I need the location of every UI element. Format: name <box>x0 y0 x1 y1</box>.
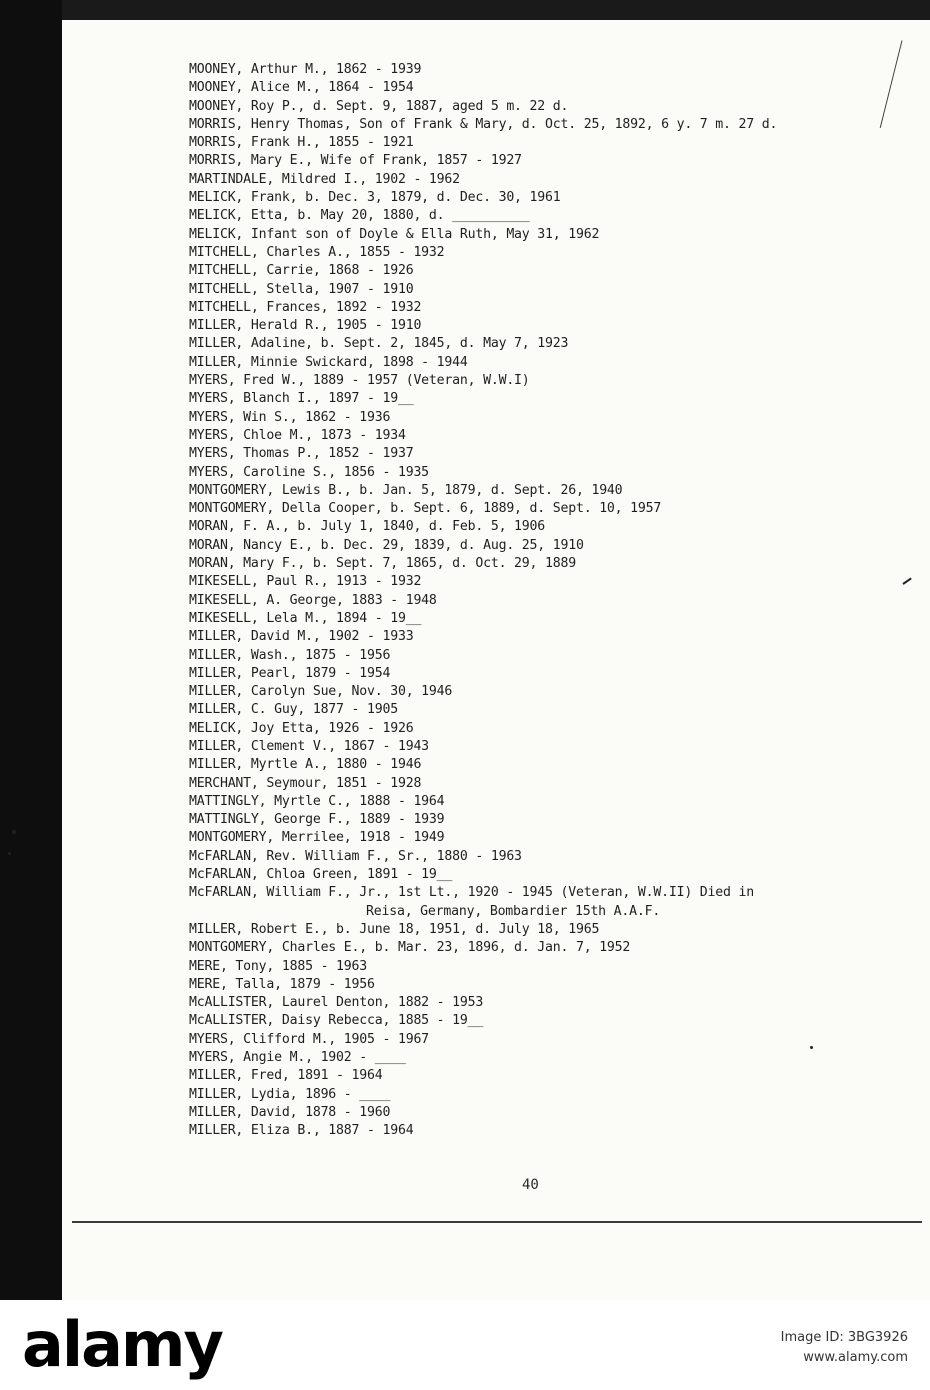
record-entry: MIKESELL, A. George, 1883 - 1948 <box>189 592 437 608</box>
burial-record-list <box>189 61 889 1141</box>
record-entry: MIKESELL, Paul R., 1913 - 1932 <box>189 574 422 590</box>
ink-speck <box>12 830 16 834</box>
record-entry: MITCHELL, Stella, 1907 - 1910 <box>189 281 414 297</box>
bottom-rule-line <box>72 1221 922 1223</box>
record-entry: MERE, Talla, 1879 - 1956 <box>189 976 375 992</box>
record-entry: MYERS, Fred W., 1889 - 1957 (Veteran, W.W.I) <box>189 373 530 389</box>
record-entry: MONTGOMERY, Charles E., b. Mar. 23, 1896, d. Jan. 7, 1952 <box>189 940 631 956</box>
record-entry: MOONEY, Alice M., 1864 - 1954 <box>189 80 414 96</box>
record-entry: MIKESELL, Lela M., 1894 - 19__ <box>189 610 422 626</box>
record-entry: MORAN, Nancy E., b. Dec. 29, 1839, d. Aug. 25, 1910 <box>189 537 584 553</box>
record-entry: MILLER, Wash., 1875 - 1956 <box>189 647 391 663</box>
watermark-image-id: Image ID: 3BG3926 <box>780 1330 908 1345</box>
record-entry: MYERS, Angie M., 1902 - ____ <box>189 1050 406 1066</box>
record-entry: MELICK, Frank, b. Dec. 3, 1879, d. Dec. 30, 1961 <box>189 190 561 206</box>
record-entry: MATTINGLY, George F., 1889 - 1939 <box>189 812 445 828</box>
record-entry: MONTGOMERY, Della Cooper, b. Sept. 6, 1889, d. Sept. 10, 1957 <box>189 501 662 517</box>
record-entry: MILLER, Robert E., b. June 18, 1951, d. July 18, 1965 <box>189 921 600 937</box>
record-entry: MITCHELL, Charles A., 1855 - 1932 <box>189 244 445 260</box>
record-entry: MILLER, Clement V., 1867 - 1943 <box>189 738 429 754</box>
record-entry: MITCHELL, Frances, 1892 - 1932 <box>189 299 422 315</box>
record-entry: MILLER, C. Guy, 1877 - 1905 <box>189 702 398 718</box>
record-entry: MELICK, Infant son of Doyle & Ella Ruth, May 31, 1962 <box>189 226 600 242</box>
record-entry: MILLER, Myrtle A., 1880 - 1946 <box>189 757 422 773</box>
record-entry: MYERS, Caroline S., 1856 - 1935 <box>189 464 429 480</box>
record-entry: MONTGOMERY, Lewis B., b. Jan. 5, 1879, d. Sept. 26, 1940 <box>189 482 623 498</box>
record-entry: MILLER, Lydia, 1896 - ____ <box>189 1086 391 1102</box>
watermark-url: www.alamy.com <box>803 1350 908 1365</box>
record-entry: McFARLAN, Rev. William F., Sr., 1880 - 1963 <box>189 848 522 864</box>
record-entry: MELICK, Etta, b. May 20, 1880, d. __________ <box>189 208 530 224</box>
record-entry: MILLER, Adaline, b. Sept. 2, 1845, d. May 7, 1923 <box>189 336 569 352</box>
record-entry: MILLER, Carolyn Sue, Nov. 30, 1946 <box>189 684 453 700</box>
record-entry: MOONEY, Arthur M., 1862 - 1939 <box>189 62 422 77</box>
record-entry: McALLISTER, Laurel Denton, 1882 - 1953 <box>189 995 484 1011</box>
record-entry: MYERS, Blanch I., 1897 - 19__ <box>189 391 414 407</box>
record-entry: MELICK, Joy Etta, 1926 - 1926 <box>189 720 414 736</box>
record-entry: McALLISTER, Daisy Rebecca, 1885 - 19__ <box>189 1013 484 1029</box>
record-entry: McFARLAN, Chloa Green, 1891 - 19__ <box>189 867 453 883</box>
record-entry: MORRIS, Frank H., 1855 - 1921 <box>189 135 414 151</box>
record-entry: McFARLAN, William F., Jr., 1st Lt., 1920 - 1945 (Veteran, W.W.II) Died in <box>189 885 754 901</box>
record-entry: MORRIS, Henry Thomas, Son of Frank & Mary, d. Oct. 25, 1892, 6 y. 7 m. 27 d. <box>189 116 778 132</box>
record-entry: MILLER, Eliza B., 1887 - 1964 <box>189 1123 414 1139</box>
record-entry: MILLER, David M., 1902 - 1933 <box>189 629 414 645</box>
ink-speck <box>8 852 11 855</box>
record-entry: MOONEY, Roy P., d. Sept. 9, 1887, aged 5 m. 22 d. <box>189 98 569 114</box>
record-entry: MILLER, Fred, 1891 - 1964 <box>189 1068 383 1084</box>
paper-top-shadow <box>62 0 930 22</box>
record-entry: MERCHANT, Seymour, 1851 - 1928 <box>189 775 422 791</box>
record-entry: MYERS, Thomas P., 1852 - 1937 <box>189 446 414 462</box>
record-entry: MONTGOMERY, Merrilee, 1918 - 1949 <box>189 830 445 846</box>
record-entry: MERE, Tony, 1885 - 1963 <box>189 958 368 974</box>
record-entry: MITCHELL, Carrie, 1868 - 1926 <box>189 263 414 279</box>
record-entry: MATTINGLY, Myrtle C., 1888 - 1964 <box>189 793 445 809</box>
record-entry: MYERS, Clifford M., 1905 - 1967 <box>189 1031 429 1047</box>
record-entry: MILLER, Herald R., 1905 - 1910 <box>189 318 422 334</box>
record-entry-continuation: Reisa, Germany, Bombardier 15th A.A.F. <box>366 903 661 919</box>
record-entry: MYERS, Win S., 1862 - 1936 <box>189 409 391 425</box>
record-entry: MILLER, Pearl, 1879 - 1954 <box>189 665 391 681</box>
record-entry: MYERS, Chloe M., 1873 - 1934 <box>189 427 406 443</box>
record-entry: MILLER, David, 1878 - 1960 <box>189 1104 391 1120</box>
record-entry: MORAN, F. A., b. July 1, 1840, d. Feb. 5, 1906 <box>189 519 546 535</box>
page-number: 40 <box>522 1177 539 1193</box>
record-entry: MARTINDALE, Mildred I., 1902 - 1962 <box>189 171 460 187</box>
record-entry: MILLER, Minnie Swickard, 1898 - 1944 <box>189 354 468 370</box>
record-entry: MORRIS, Mary E., Wife of Frank, 1857 - 1927 <box>189 153 522 169</box>
watermark-logo: alamy <box>22 1308 222 1381</box>
record-entry: MORAN, Mary F., b. Sept. 7, 1865, d. Oct. 29, 1889 <box>189 556 576 572</box>
